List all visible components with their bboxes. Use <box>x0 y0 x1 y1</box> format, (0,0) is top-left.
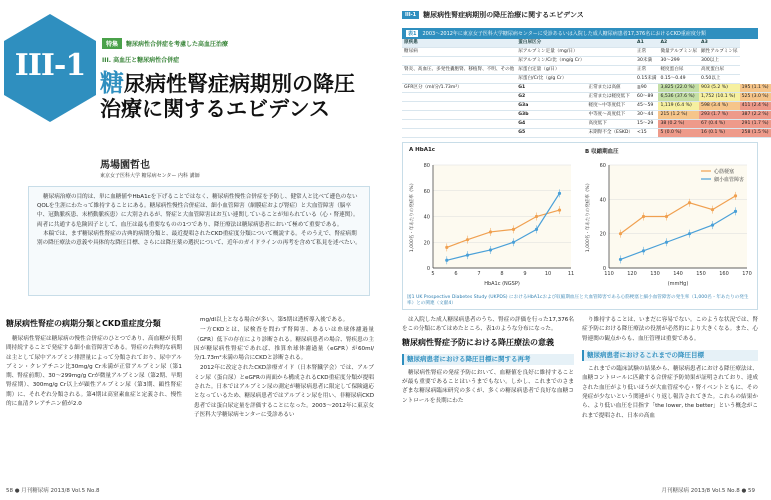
data-point <box>688 201 691 204</box>
gfr-label-cell <box>402 93 516 102</box>
table-cell: 38 (0.2 %) <box>658 120 699 129</box>
gfr-label-cell: GFR区分（ml/分/1.73m²） <box>402 84 516 93</box>
table-cell: 525 (3.0 %) <box>740 93 771 102</box>
table-title-bar <box>402 28 758 39</box>
body-paragraph: これまでの臨床試験の結果から、糖尿病患者における降圧療法は、血糖コントロールに匹敵する合併症予防効果が証明されており、達成された血圧がより低いほうが大血管症や心・腎イベントともに、その発症が少ないという関連がくり返し報告されてきた。これらの結果から、より低い血圧を目指す「the lower, the better」という概念がこれまで提唱され、日本の高血 <box>582 366 758 419</box>
table-cell: 30〜44 <box>635 111 658 120</box>
y-tick-label: 40 <box>599 197 606 204</box>
table-cell: 尿蛋白/Cr比（g/g Cr） <box>516 75 586 84</box>
right-column-2 <box>582 316 758 422</box>
x-tick-label: 130 <box>650 271 660 277</box>
x-tick-label: 120 <box>627 271 637 277</box>
ckd-table <box>402 28 769 140</box>
table-cell: 正常または高値 <box>586 84 635 93</box>
figure-1 <box>402 142 758 310</box>
x-tick-label: 150 <box>696 271 706 277</box>
y-tick-label: 0 <box>426 266 430 272</box>
table-header: 原疾患 <box>402 39 516 48</box>
y-tick-label: 20 <box>599 231 606 238</box>
data-point <box>711 208 714 211</box>
subsection-heading: 糖尿病患者におけるこれまでの降圧目標 <box>582 350 758 361</box>
table-cell: 293 (1.7 %) <box>699 111 740 120</box>
right-column-1 <box>402 316 574 407</box>
gfr-label-cell <box>402 102 516 111</box>
summary-paragraph: 糖尿病治療の目的は、単に血糖値やHbA1cを下げることではなく、糖尿病性慢性合併症を予防し、健常人と比べて遜色のないQOLを生涯にわたって維持することにある。糖尿病性慢性合併症は、細小血管障害（網膜症および腎症）と大血管障害（脳卒中、冠動脈疾患、末梢動脈疾患）に大別されるが、腎症と大血管障害はお互い連関していることが知られている（心・腎連関）。両者に共通する危険因子として、血圧は最も重要なものの1つであり、降圧療法は糖尿病患者において極めて重要である。 <box>37 194 359 228</box>
left-column-2 <box>194 316 374 421</box>
x-tick-label: 10 <box>544 271 552 277</box>
table-cell: 糖尿病 <box>402 48 516 57</box>
data-point <box>512 241 515 244</box>
y-tick-label: 60 <box>423 188 430 195</box>
table-cell <box>586 57 635 66</box>
x-tick-label: 6 <box>454 271 458 277</box>
data-point <box>642 215 645 218</box>
chart-hba1c <box>407 155 579 290</box>
section-hex-badge <box>4 14 96 122</box>
table-cell: G5 <box>516 129 586 138</box>
data-point <box>665 241 668 244</box>
page-footer-right: 月刊糖尿病 2013/8 Vol.5 No.8 ● 59 <box>661 488 755 494</box>
data-point <box>558 192 561 195</box>
chart-sbp <box>583 155 755 290</box>
table-cell: G4 <box>516 120 586 129</box>
table-cell: 387 (2.2 %) <box>740 111 771 120</box>
body-paragraph: mg/dl以上となる場合が多い。第5期は透析導入後である。 <box>200 317 349 323</box>
data-point <box>558 208 561 211</box>
data-point <box>535 228 538 231</box>
running-title: 糖尿病性腎症病期別の降圧治療に関するエビデンス <box>423 11 584 19</box>
data-point <box>512 228 515 231</box>
table-cell: 1,752 (10.1 %) <box>699 93 740 102</box>
table-cell: 高度低下 <box>586 120 635 129</box>
table-cell: 67 (0.4 %) <box>699 120 740 129</box>
table-header: A2 <box>658 39 699 48</box>
gfr-label-cell <box>402 120 516 129</box>
table-row <box>402 120 771 129</box>
table-cell: 末期腎不全（ESKD） <box>586 129 635 138</box>
table-cell: 258 (1.5 %) <box>740 129 771 138</box>
table-cell: 60〜89 <box>635 93 658 102</box>
table-row <box>402 102 771 111</box>
article-title <box>100 70 370 121</box>
title-first-char: 糖 <box>100 68 124 97</box>
table-title: 2003〜2012年に東京女子医科大学糖尿病センターに受診あるいは入院した成人糖尿病患者17,376名におけるCKD重症度分類 <box>422 31 706 37</box>
data-point <box>466 254 469 257</box>
table-row <box>402 93 771 102</box>
table-cell: 0.15〜0.49 <box>658 75 699 84</box>
y-tick-label: 40 <box>423 214 430 221</box>
body-paragraph: 一方CKDとは、尿検査を問わず腎障害、あるいは糸球体濾過量（GFR）低下の存在により診断される。糖尿病患者の場合、腎疾患の主因が糖尿病性腎症であれば、推算糸球体濾過量（eGFR）が60ml/分/1.73m²未満の場合にCKDと診断される。 <box>194 327 374 362</box>
x-tick-label: 170 <box>742 271 752 277</box>
y-tick-label: 60 <box>599 163 606 169</box>
x-tick-label: 8 <box>500 271 504 277</box>
gfr-label-cell <box>402 111 516 120</box>
table-cell: 0.15未満 <box>635 75 658 84</box>
y-axis-label: 1,000名・年あたりの発症率（%） <box>410 180 415 253</box>
chapter-title: 糖尿病性合併症を考慮した高血圧治療 <box>126 41 229 48</box>
summary-box <box>28 186 370 296</box>
table-cell: 尿アルブミン/Cr比（mg/g Cr） <box>516 57 586 66</box>
table-row <box>402 66 771 75</box>
figure-caption: 図1 UK Prospective Diabetes Study (UKPDS) におけるHbA1cおよび収縮期血圧と大血管障害である心筋梗塞と細小血管障害の発生率（1,000名・年あたりの発生率）との関連（文献4） <box>407 295 749 306</box>
table-cell: 291 (1.7 %) <box>740 120 771 129</box>
data-point <box>711 223 714 226</box>
table-row <box>402 57 771 66</box>
data-point <box>642 249 645 252</box>
running-head <box>402 10 584 20</box>
table-cell: G3b <box>516 111 586 120</box>
data-point <box>734 210 737 213</box>
table-row <box>402 111 771 120</box>
data-point <box>619 258 622 261</box>
data-point <box>665 215 668 218</box>
y-tick-label: 0 <box>602 266 606 272</box>
data-point <box>619 232 622 235</box>
data-point <box>734 194 737 197</box>
table-cell: 215 (1.2 %) <box>658 111 699 120</box>
table-cell: 顕性アルブミン尿 <box>699 48 740 57</box>
table-cell <box>402 75 516 84</box>
section-heading: 糖尿病性腎症の病期分類とCKD重症度分類 <box>6 319 161 328</box>
table-cell: 598 (3.4 %) <box>699 102 740 111</box>
table-cell: 1,119 (6.4 %) <box>658 102 699 111</box>
panel-b-label: B 収縮期血圧 <box>585 149 619 155</box>
table-cell: 高度蛋白尿 <box>699 66 740 75</box>
chapter-badge: 特集 <box>102 38 122 49</box>
body-paragraph: は入院した成人糖尿病患者のうち、腎症の評価を行った17,376名をこの分類にあてはめたところ、表1のような分布になった。 <box>402 317 574 333</box>
summary-paragraph: 本稿では、まず糖尿病性腎症の古典的病期分類と、最近提唱されたCKD重症度分類について概説する。そのうえで、腎症病期別の降圧療法の意義や具体的な降圧目標、さらには降圧薬の選択について、近年のガイドラインの再考を含めて私見を述べたい。 <box>37 230 361 247</box>
left-column-1 <box>6 316 182 410</box>
table-cell: 微量アルブミン尿 <box>658 48 699 57</box>
table-cell <box>402 57 516 66</box>
table-row <box>402 75 771 84</box>
y-tick-label: 20 <box>423 240 430 247</box>
table-cell: 45〜59 <box>635 102 658 111</box>
author-name: 馬場園哲也 <box>100 160 150 171</box>
x-tick-label: 160 <box>719 271 729 277</box>
table-cell: 0.50以上 <box>699 75 740 84</box>
legend-label: 細小血管障害 <box>714 177 745 183</box>
table-cell: 尿蛋白定量（g/日） <box>516 66 586 75</box>
panel-a-label: A HbA1c <box>409 147 436 153</box>
table-header: 蛋白尿区分 <box>516 39 586 48</box>
table-row <box>402 129 771 138</box>
legend-label: 心筋梗塞 <box>714 169 735 175</box>
data-point <box>489 230 492 233</box>
table-cell: 15〜29 <box>635 120 658 129</box>
x-tick-label: 140 <box>673 271 683 277</box>
table-cell: G3a <box>516 102 586 111</box>
subsection-heading: 糖尿病患者における降圧目標に関する再考 <box>402 354 574 365</box>
table-cell: 6,536 (37.6 %) <box>658 93 699 102</box>
table-cell: 411 (2.4 %) <box>740 102 771 111</box>
table-cell <box>586 66 635 75</box>
chapter-header <box>102 38 228 64</box>
y-axis-label: 1,000名・年あたりの発症率（%） <box>586 180 591 253</box>
x-axis-label: (mmHg) <box>667 281 689 287</box>
x-tick-label: 5 <box>431 271 435 277</box>
table-cell: <15 <box>635 129 658 138</box>
page-footer-left: 58 ● 月刊糖尿病 2013/8 Vol.5 No.8 <box>6 488 100 494</box>
section-heading: 糖尿病性腎症予防における降圧療法の意義 <box>402 337 554 347</box>
table-cell <box>586 75 635 84</box>
table-header <box>586 39 635 48</box>
table-cell: ≧90 <box>635 84 658 93</box>
body-paragraph: 糖尿病性腎症は糖尿病の慢性合併症のひとつであり、高血糖が長期間持続することで発症する細小血管障害である。腎症の古典的な病期は主として尿中アルブミン排泄量によって分類されており、尿中アルブミン・クレアチニン比30mg/g Cr未満が正常アルブミン尿（第1期、腎症前期）、30〜299mg/g Crが微量アルブミン尿（第2期、早期腎症期）、300mg/g Cr以上が顕性アルブミン尿（第3期、顕性腎症期）に、それぞれ分類される。第4期は高窒素血症と定義され、慢性的に血清クレアチニン値が2.0 <box>6 336 182 408</box>
table-cell: 300以上 <box>699 57 740 66</box>
table-header: A3 <box>699 39 740 48</box>
body-paragraph: 2012年に改定されたCKD診療ガイド（日本腎臓学会）では、アルブミン尿（蛋白尿）とeGFRの両面から構成されるCKD重症度分類が提唱された。日本ではアルブミン尿の測定が糖尿病患者に限定して保険適応となっているため、糖尿病患者ではアルブミン尿を用い、非糖尿病CKD患者では蛋白尿定量を評価することになった。2003〜2012年に東京女子医科大学糖尿病センターに受診あるい <box>194 365 374 418</box>
table-cell: G2 <box>516 93 586 102</box>
table-cell: 尿アルブミン定量（mg/日） <box>516 48 586 57</box>
table-tag: 表1 <box>408 31 417 37</box>
data-point <box>489 248 492 251</box>
table-header: A1 <box>635 39 658 48</box>
table-cell: 中等度〜高度低下 <box>586 111 635 120</box>
table-cell: 16 (0.1 %) <box>699 129 740 138</box>
table-cell: 正常 <box>635 48 658 57</box>
x-axis-label: HbA1c (NGSP) <box>484 281 520 287</box>
data-point <box>688 232 691 235</box>
table-row <box>402 48 771 57</box>
gfr-label-cell <box>402 129 516 138</box>
y-tick-label: 80 <box>423 163 430 169</box>
x-tick-label: 11 <box>567 271 575 277</box>
table-row <box>402 84 771 93</box>
chapter-subtitle: III. 高血圧と糖尿病性合併症 <box>102 57 180 64</box>
table-cell: 3,825 (22.0 %) <box>658 84 699 93</box>
right-page <box>382 0 769 500</box>
running-badge: III-1 <box>402 11 419 19</box>
x-tick-label: 7 <box>477 271 481 277</box>
table-cell: 195 (1.1 %) <box>740 84 771 93</box>
table-cell: 30〜299 <box>658 57 699 66</box>
ckd-grid <box>402 39 771 138</box>
table-cell: 軽度蛋白尿 <box>658 66 699 75</box>
table-cell: 軽度〜中等度低下 <box>586 102 635 111</box>
x-tick-label: 9 <box>523 271 527 277</box>
table-cell: 正常または軽度低下 <box>586 93 635 102</box>
body-paragraph: り維持することは、いまだに容易でない。このような状況では、腎症予防における降圧療法の役割が必然的により大きくなる。また、心腎連関の観点からも、血圧管理は重要である。 <box>582 317 758 342</box>
data-point <box>535 215 538 218</box>
table-cell: 腎炎、高血圧、多発性嚢胞腎、移植腎、不明、その他 <box>402 66 516 75</box>
table-cell: G1 <box>516 84 586 93</box>
table-cell: 903 (5.2 %) <box>699 84 740 93</box>
table-cell: 正常 <box>635 66 658 75</box>
x-tick-label: 110 <box>604 271 614 277</box>
data-point <box>466 238 469 241</box>
author-affiliation: 東京女子医科大学 糖尿病センター 内科 講師 <box>100 173 200 179</box>
body-paragraph: 糖尿病性腎症の発症予防において、血糖値を良好に維持することが最も重要であることはいうまでもない。しかし、これまでのさまざまな糖尿病臨床研究の多くが、多くの糖尿病患者で良好な血糖コントロールを長期にわた <box>402 369 574 404</box>
data-point <box>445 246 448 249</box>
title-rest: 尿病性腎症病期別の降圧治療に関するエビデンス <box>100 71 355 121</box>
data-point <box>445 259 448 262</box>
table-cell: 30未満 <box>635 57 658 66</box>
left-page <box>0 0 382 500</box>
table-cell <box>586 48 635 57</box>
section-number: III-1 <box>14 48 86 83</box>
table-cell: 5 (0.0 %) <box>658 129 699 138</box>
